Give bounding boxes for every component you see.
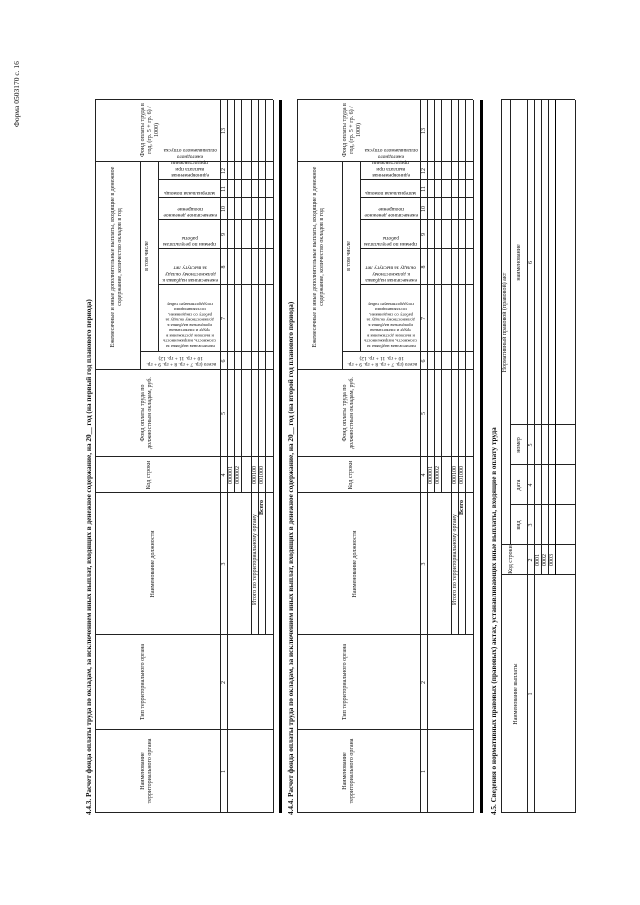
- header-fund-salary: Фонд оплаты труда по должностным окладам, руб.: [342, 377, 355, 449]
- col-divider: [360, 219, 473, 220]
- header-org-type: Тип территориального органа: [342, 643, 348, 721]
- col-number: 3: [421, 562, 427, 566]
- col-divider: [342, 351, 473, 352]
- header-in-that-number: в том числе: [144, 241, 150, 271]
- row-divider: [158, 162, 159, 352]
- col-divider: [158, 219, 273, 220]
- header-fund-total: Фонд оплаты труда в год, (гр. 5 + гр. 6) / 1000): [140, 103, 160, 157]
- col-divider: [297, 634, 473, 635]
- col-number: 9: [221, 233, 227, 236]
- row-code: 0003: [549, 554, 555, 566]
- col-divider: [360, 248, 473, 249]
- col-number: 9: [421, 233, 427, 236]
- header-total: всего (гр. 7 + гр. 8 + гр. 9 + гр. 10 + гр. 11 + гр. 12): [146, 354, 216, 367]
- col-number: 8: [421, 265, 427, 269]
- section-title: 4.4.3. Расчет фонда оплаты труда по окладам, за исключением иных выплат, входящих в денежное содержание, на 20__ год (на первый год планового периода): [85, 299, 93, 815]
- row-divider: [265, 100, 266, 635]
- col-number: 6: [528, 261, 534, 264]
- col-divider: [95, 634, 273, 635]
- col-number: 4: [421, 473, 427, 477]
- col-number: 13: [421, 128, 427, 134]
- frame-right: [501, 99, 575, 100]
- col-divider: [95, 369, 273, 370]
- frame-left: [95, 812, 273, 813]
- header-sub-col-8: ежемесячная надбавка к должностному окладу за выслугу лет: [162, 264, 218, 283]
- separator-band: [279, 100, 282, 813]
- frame-bottom: [273, 100, 274, 813]
- header-sub-col-11: материальная помощь: [365, 190, 417, 196]
- col-number: 12: [421, 168, 427, 174]
- row-divider: [342, 162, 343, 370]
- col-divider: [158, 197, 273, 198]
- header-fund-salary: Фонд оплаты труда по должностным окладам, руб.: [140, 377, 153, 449]
- total-code: 001000: [459, 466, 465, 484]
- col-divider: [95, 729, 273, 730]
- header-total: всего (гр. 7 + гр. 8 + гр. 9 + гр. 10 + гр. 11 + гр. 12): [347, 354, 417, 367]
- total-label: Всего: [459, 500, 465, 515]
- header-sub-col-10: ежемесячное денежное поощрение: [364, 205, 418, 218]
- col-number: 5: [421, 412, 427, 415]
- col-number: 2: [421, 681, 427, 684]
- row-divider: [555, 100, 556, 575]
- col-number: 3: [528, 523, 534, 527]
- col-number: 4: [221, 473, 227, 477]
- col-number: 12: [221, 168, 227, 174]
- subtotal-code: 000100: [252, 466, 258, 484]
- col-number: 6: [221, 359, 227, 363]
- header-sub-col-12: единовременная выплата при предоставлении ежегодного оплачиваемого отпуска: [364, 147, 418, 178]
- header-sub-col-12: единовременная выплата при предоставлении ежегодного оплачиваемого отпуска: [163, 147, 217, 178]
- col-number: 10: [421, 206, 427, 212]
- col-divider: [297, 492, 473, 493]
- row-code: 000002: [435, 466, 441, 484]
- total-code: 001000: [259, 466, 265, 484]
- header-code: Код строки: [146, 460, 152, 490]
- col-divider: [297, 456, 473, 457]
- col-number: 3: [221, 562, 227, 566]
- row-divider: [241, 100, 242, 493]
- header-act-type: вид: [516, 520, 522, 530]
- col-number: 1: [421, 770, 427, 773]
- col-number: 1: [528, 692, 534, 696]
- row-code: 000001: [428, 466, 434, 484]
- col-number: 6: [421, 359, 427, 363]
- header-act-number: номер: [516, 437, 522, 453]
- col-number: 11: [221, 186, 227, 192]
- col-divider: [158, 284, 273, 285]
- subtotal-label: Итого по территориальному органу: [452, 514, 458, 605]
- total-label: Всего: [259, 500, 265, 515]
- col-divider: [95, 492, 273, 493]
- col-divider: [95, 456, 273, 457]
- header-sub-col-11: материальная помощь: [164, 190, 216, 196]
- row-divider: [140, 162, 141, 370]
- separator-band: [480, 100, 483, 813]
- row-divider: [441, 100, 442, 493]
- col-number: 2: [528, 558, 534, 562]
- row-divider: [510, 100, 511, 545]
- header-org-name: Наименование территориального органа: [342, 738, 355, 804]
- header-legal-act: Нормативный правовой (правовой) акт: [502, 272, 508, 373]
- row-divider: [465, 100, 466, 635]
- frame-right: [95, 99, 273, 100]
- header-sub-col-9: премии по результатам работы: [364, 234, 418, 247]
- header-org-name: Наименование территориального органа: [140, 738, 153, 804]
- frame-right: [297, 99, 473, 100]
- col-number: 5: [221, 412, 227, 415]
- header-code: Код строки: [348, 460, 354, 490]
- header-sub-col-7: ежемесячная надбавка за сложность, напряженность и высокие достижения в труде и ежемесячная процентная надбавка к должностному окладу за работу со сведениями, составляющими государственную тайну: [163, 301, 217, 349]
- frame-bottom: [575, 100, 576, 813]
- col-divider: [140, 351, 273, 352]
- header-sub-col-7: ежемесячная надбавка за сложность, напряженность и высокие достижения в труде и ежемесячная процентная надбавка к должностному окладу за работу со сведениями, составляющими государственную тайну: [364, 301, 418, 349]
- header-position: Наименование должности: [150, 530, 156, 598]
- col-divider: [297, 729, 473, 730]
- subtotal-code: 000100: [452, 466, 458, 484]
- col-divider: [360, 197, 473, 198]
- col-divider: [360, 179, 473, 180]
- col-number: 4: [528, 483, 534, 487]
- col-divider: [360, 284, 473, 285]
- col-number: 7: [421, 317, 427, 320]
- header-act-date: дата: [516, 479, 522, 491]
- col-divider: [297, 369, 473, 370]
- row-code: 0002: [542, 554, 548, 566]
- header-code: Код строки: [508, 545, 514, 574]
- col-number: 1: [221, 770, 227, 773]
- row-code: 000002: [235, 466, 241, 484]
- col-divider: [158, 179, 273, 180]
- row-divider: [541, 100, 542, 575]
- header-sub-col-9: премии по результатам работы: [163, 234, 217, 247]
- header-payments-group: Ежемесячные и иные дополнительные выплаты, входящие в денежное содержание, количество окладов в год: [312, 166, 325, 348]
- row-code: 000001: [228, 466, 234, 484]
- col-number: 13: [221, 128, 227, 134]
- row-divider: [434, 100, 435, 493]
- header-org-type: Тип территориального органа: [140, 643, 146, 721]
- col-number: 11: [421, 186, 427, 192]
- header-sub-col-10: ежемесячное денежное поощрение: [163, 205, 217, 218]
- col-number: 10: [221, 206, 227, 212]
- header-fund-total: Фонд оплаты труда в год, (гр. 5 + гр. 6) / 1000): [342, 103, 362, 157]
- section-title: 4.5. Сведения о нормативных правовых (правовых) актах, устанавливающих иные выплаты, входящие в оплату труда: [490, 427, 498, 815]
- header-position: Наименование должности: [352, 530, 358, 598]
- row-divider: [360, 162, 361, 352]
- row-divider: [234, 100, 235, 493]
- col-divider: [158, 248, 273, 249]
- col-number: 8: [221, 265, 227, 269]
- col-number: 2: [221, 681, 227, 684]
- header-in-that-number: в том числе: [346, 241, 352, 271]
- header-act-name: наименование: [516, 244, 522, 281]
- subtotal-label: Итого по территориальному органу: [252, 514, 258, 605]
- section-title: 4.4.4. Расчет фонда оплаты труда по окладам, за исключением иных выплат, входящих в денежное содержание, на 20__ год (на второй год планового периода): [287, 301, 295, 815]
- header-payment-name: Наименование выплаты: [513, 663, 519, 725]
- form-code: Форма 0503170 с. 16: [12, 61, 21, 127]
- row-code: 0001: [535, 554, 541, 566]
- header-payments-group: Ежемесячные и иные дополнительные выплаты, входящие в денежное содержание, количество окладов в год: [110, 166, 123, 348]
- col-number: 7: [221, 317, 227, 320]
- frame-left: [297, 812, 473, 813]
- row-divider: [548, 100, 549, 575]
- col-number: 5: [528, 443, 534, 447]
- header-sub-col-8: ежемесячная надбавка к должностному окладу за выслугу лет: [365, 264, 417, 283]
- frame-bottom: [473, 100, 474, 813]
